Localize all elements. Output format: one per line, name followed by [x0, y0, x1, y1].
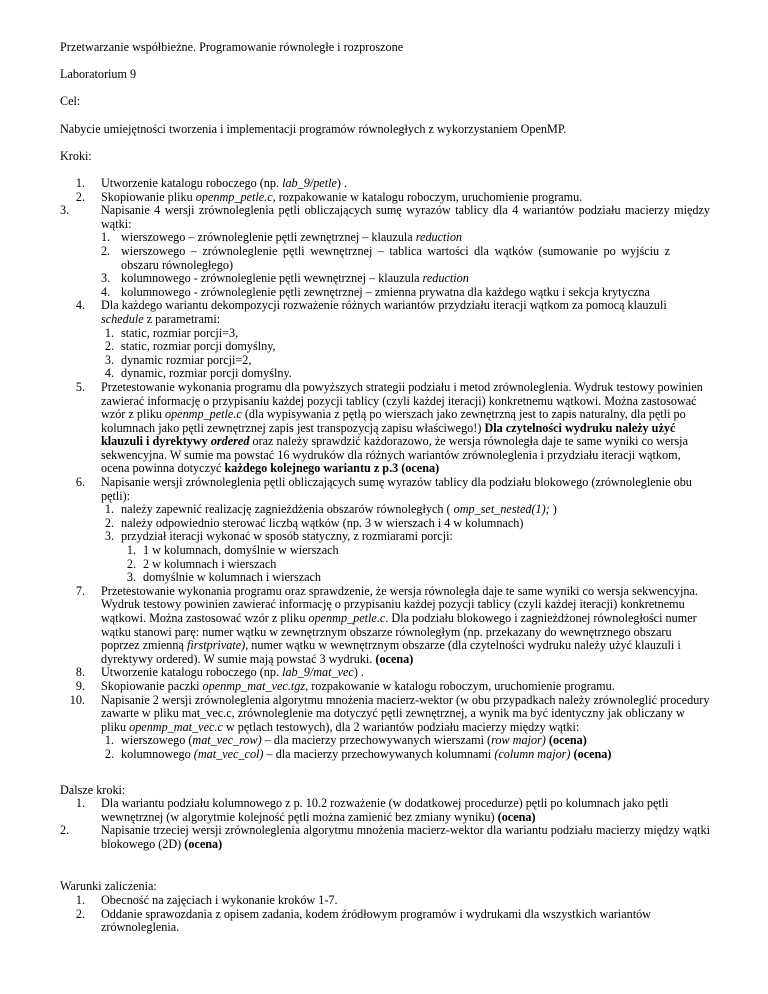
step-1 [60, 177, 710, 191]
file-openmp-mat-vec-tgz: openmp_mat_vec.tgz [202, 678, 306, 693]
step-text: Przetestowanie wykonania programu oraz sprawdzenie, że wersja równoległa daje te same wyniki co wersja sekwencyjna. Wydruk testowy powinien zawierać informację o przypisaniu każdej pozycji tablicy (czyli każdej iteracji) konkretnemu wątkowi. Można zastosować wzór z pliku [101, 583, 698, 625]
step-text: Utworzenie katalogu roboczego (np. [101, 176, 283, 190]
step-text-mid: (dla wypisywania z pętlą po wierszach jako zewnętrzną jest to zapis naturalny, dla pętli po kolumnach jako pętli zewnętrznej zapis jest transpozycją zapisu właściwego!) [101, 407, 686, 435]
step-text-end: ) . [353, 665, 364, 680]
step-6-sublist [101, 503, 710, 585]
dalsze-2 [60, 824, 710, 851]
sub-number: 3. [101, 271, 111, 286]
step-text-end: z parametrami: [143, 311, 221, 326]
sub-number: 4. [104, 366, 114, 381]
step-3-1 [101, 231, 710, 245]
step-5 [60, 381, 710, 476]
step-6-3-sublist [121, 544, 710, 585]
step-number: 4. [75, 298, 85, 313]
path-lab9-mat-vec: lab_9/mat_vec [282, 665, 354, 680]
step-text-end: w pętlach testowych), dla 2 wariantów podziału macierzy między wątki: [222, 719, 580, 734]
sub-text: static, rozmiar porcji=3, [121, 325, 239, 340]
file-openmp-mat-vec: openmp_mat_vec.c [129, 719, 223, 734]
step-10 [60, 694, 710, 762]
step-10-1 [101, 734, 710, 748]
step-text: Utworzenie katalogu roboczego (np. [101, 665, 283, 680]
step-text-end: oraz należy sprawdzić każdorazowo, że wersja równoległa daje te same wyniki co wersja sekwencyjna. W sumie ma powstać 16 wydruków dla różnych wariantów zrównoleglenia i przydziału iteracji wątkom, ocena powinna dotyczyć [101, 434, 688, 476]
step-text-end: , rozpakowanie w katalogu roboczym, uruchomienie programu. [272, 189, 583, 204]
step-2 [60, 191, 710, 205]
grading-note: (ocena) [545, 733, 587, 748]
keyword-firstprivate: firstprivate) [186, 638, 246, 653]
sub-number: 1. [126, 543, 136, 558]
step-text-end: , numer wątku w wewnętrznym obszarze (dla czytelności wydruku należy użyć klauzuli i dyrektywy ordered). W sumie mają powstać 3 wydruki. [101, 638, 681, 666]
sub-text-mid: – dla macierzy przechowywanych wierszami ( [261, 733, 492, 748]
sub-number: 3. [104, 529, 114, 544]
proc-mat-vec-row: mat_vec_row) [192, 733, 262, 748]
step-number: 7. [75, 583, 85, 598]
step-number: 6. [75, 475, 85, 490]
step-3-2 [101, 245, 710, 272]
proc-mat-vec-col: (mat_vec_col) [193, 746, 264, 761]
step-6-3-3 [121, 571, 710, 585]
step-3 [60, 204, 710, 299]
step-text: Dla wariantu podziału kolumnowego z p. 10.2 rozważenie (w dodatkowej procedurze) pętli po kolumnach jako pętli wewnętrznej (w algorytmie kolejność pętli można zamienić bez zmiany wyniku) [101, 796, 669, 824]
sub-text: wierszowego ( [121, 733, 193, 748]
path-lab9-petle: lab_9/petle [282, 176, 337, 190]
file-openmp-petle: openmp_petle.c [195, 189, 273, 204]
document-title: Przetwarzanie współbieżne. Programowanie równoległe i rozproszone [60, 40, 404, 54]
step-3-4 [101, 286, 710, 300]
step-text-end: , rozpakowanie w katalogu roboczym, uruchomienie programu. [305, 678, 615, 693]
step-number: 10. [69, 692, 85, 707]
step-text: Skopiowanie paczki [101, 678, 203, 693]
step-4-1 [101, 327, 710, 341]
kroki-label: Kroki: [60, 149, 92, 163]
step-4-3 [101, 354, 710, 368]
step-number: 2. [75, 189, 85, 204]
step-text: Obecność na zajęciach i wykonanie kroków 1-7. [101, 893, 338, 907]
step-text: Skopiowanie pliku [101, 189, 196, 204]
lab-number: Laboratorium 9 [60, 67, 137, 81]
keyword-schedule: schedule [101, 311, 144, 326]
sub-number: 2. [104, 746, 114, 761]
sub-text: należy odpowiednio sterować liczbą wątków (np. 3 w wierszach i 4 w kolumnach) [121, 515, 524, 530]
step-number: 1. [75, 176, 85, 190]
cel-label: Cel: [60, 94, 81, 108]
step-text: Dla każdego wariantu dekompozycji rozważenie różnych wariantów przydziału iteracji wątkom za pomocą klauzuli [101, 298, 667, 313]
step-number: 9. [75, 678, 85, 693]
grading-note: (ocena) [497, 809, 536, 824]
sub-text: kolumnowego - zrównoleglenie pętli zewnętrznej – zmienna prywatna dla każdego wątku i sekcja krytyczna [121, 284, 650, 299]
sub-text: kolumnowego - zrównoleglenie pętli wewnętrznej – klauzula [121, 271, 423, 286]
sub-number: 2. [104, 515, 114, 530]
step-number: 8. [75, 665, 85, 680]
dalsze-label: Dalsze kroki: [60, 783, 126, 797]
step-number: 2. [60, 823, 70, 838]
sub-text: wierszowego – zrównoleglenie pętli wewnętrznej – tablica wartości dla wątków (sumowanie po wyjściu z obszaru równoległego) [121, 243, 670, 272]
warunki-list [60, 894, 710, 935]
step-10-sublist [101, 734, 710, 761]
dalsze-list [60, 797, 710, 851]
step-text: Oddanie sprawozdania z opisem zadania, kodem źródłowym programów i wydrukami dla wszystkich wariantów zrównoleglenia. [101, 906, 651, 935]
sub-number: 2. [104, 339, 114, 354]
grading-note: każdego kolejnego wariantu z p.3 (ocena) [224, 461, 440, 476]
step-text: Napisanie trzeciej wersji zrównoleglenia algorytmu mnożenia macierz-wektor dla wariantu podziału macierzy między wątki blokowego (2D) [101, 823, 710, 851]
step-6 [60, 476, 710, 585]
sub-number: 1. [101, 230, 111, 245]
step-number: 1. [75, 893, 85, 907]
step-number: 5. [75, 379, 85, 394]
sub-text: kolumnowego [121, 746, 194, 761]
step-text-end: ) . [336, 176, 348, 190]
sub-text: static, rozmiar porcji domyślny, [121, 339, 276, 354]
step-10-2 [101, 748, 710, 762]
keyword-reduction: reduction [422, 271, 469, 286]
sub-text: 2 w kolumnach i wierszach [143, 556, 277, 571]
steps-list [60, 177, 710, 762]
sub-text: 1 w kolumnach, domyślnie w wierszach [143, 543, 339, 558]
step-number: 3. [60, 203, 70, 218]
warunki-label: Warunki zaliczenia: [60, 879, 157, 893]
file-openmp-petle: openmp_petle.c [164, 407, 242, 422]
sub-text: wierszowego – zrównoleglenie pętli zewnętrznej – klauzula [121, 230, 416, 245]
step-7 [60, 585, 710, 667]
step-3-sublist [101, 231, 710, 299]
sub-number: 4. [101, 284, 111, 299]
step-text: Napisanie wersji zrównoleglenia pętli obliczających sumę wyrazów tablicy dla podziału blokowego (zrównoleglenie obu pętli): [101, 475, 692, 503]
grading-note: (ocena) [570, 746, 612, 761]
keyword-column-major: (column major) [494, 746, 571, 761]
keyword-ordered: ordered [210, 434, 250, 449]
sub-number: 1. [104, 325, 114, 340]
sub-number: 3. [104, 352, 114, 367]
sub-number: 1. [104, 733, 114, 748]
grading-note: (ocena) [375, 651, 414, 666]
sub-number: 1. [104, 502, 114, 517]
warunki-2 [60, 908, 710, 935]
step-6-3-1 [121, 544, 710, 558]
sub-text: dynamic, rozmiar porcji domyślny. [121, 366, 292, 381]
step-4-sublist [101, 327, 710, 381]
step-number: 2. [75, 906, 85, 921]
step-8 [60, 666, 710, 680]
step-text: Przetestowanie wykonania programu dla powyższych strategii podziału i metod zrównoleglenia. Wydruk testowy powinien zawierać informację o przypisaniu każdej pozycji tablicy (czyli każdej iteracji) konkretnemu wątkowi. Można zastosować wzór z pliku [101, 379, 703, 422]
sub-text: dynamic rozmiar porcji=2, [121, 352, 252, 367]
sub-text-end: ) [549, 502, 557, 517]
code-omp-set-nested: omp_set_nested(1); [453, 502, 550, 517]
file-openmp-petle: openmp_petle.c [308, 611, 386, 625]
grading-note: (ocena) [184, 836, 223, 851]
step-number: 1. [75, 796, 85, 810]
step-text: Napisanie 2 wersji zrównoleglenia algorytmu mnożenia macierz-wektor (w obu przypadkach należy zrównoleglić procedury zawarte w pliku mat_vec.c, zrównoleglenie ma dotyczyć pętli zewnętrznej, a wynik ma być identyczny jak obliczany w pliku [101, 692, 710, 734]
step-9 [60, 680, 710, 694]
cel-text: Nabycie umiejętności tworzenia i implementacji programów równoległych z wykorzystaniem OpenMP. [60, 122, 567, 136]
step-4-4 [101, 367, 710, 381]
step-6-1 [101, 503, 710, 517]
keyword-reduction: reduction [415, 230, 463, 245]
step-6-3 [101, 530, 710, 584]
warunki-1 [60, 894, 710, 908]
bold-note: Dla czytelności wydruku należy użyć klauzuli i dyrektywy [101, 420, 676, 449]
step-6-3-2 [121, 558, 710, 572]
step-6-2 [101, 517, 710, 531]
step-4 [60, 299, 710, 381]
sub-text-mid: – dla macierzy przechowywanych kolumnami [263, 746, 495, 761]
sub-number: 2. [101, 243, 111, 258]
step-4-2 [101, 340, 710, 354]
step-text-mid: . Dla podziału blokowego i zagnieżdżonej równoległości numer wątku stanowi parę: numer wątku w zewnętrznym obszarze równoległym (np. przekazany do wewnętrznego obszaru poprzez zmienną [101, 611, 697, 653]
sub-number: 2. [126, 556, 136, 571]
sub-number: 3. [126, 570, 136, 585]
sub-text: domyślnie w kolumnach i wierszach [143, 570, 322, 585]
dalsze-1 [60, 797, 710, 824]
sub-text: należy zapewnić realizację zagnieżdżenia obszarów równoległych ( [121, 502, 454, 517]
step-text: Napisanie 4 wersji zrównoleglenia pętli obliczających sumę wyrazów tablicy dla 4 wariantów podziału macierzy między wątki: [101, 203, 710, 231]
step-3-3 [101, 272, 710, 286]
sub-text: przydział iteracji wykonać w sposób statyczny, z rozmiarami porcji: [121, 529, 453, 544]
keyword-row-major: row major) [491, 733, 546, 748]
